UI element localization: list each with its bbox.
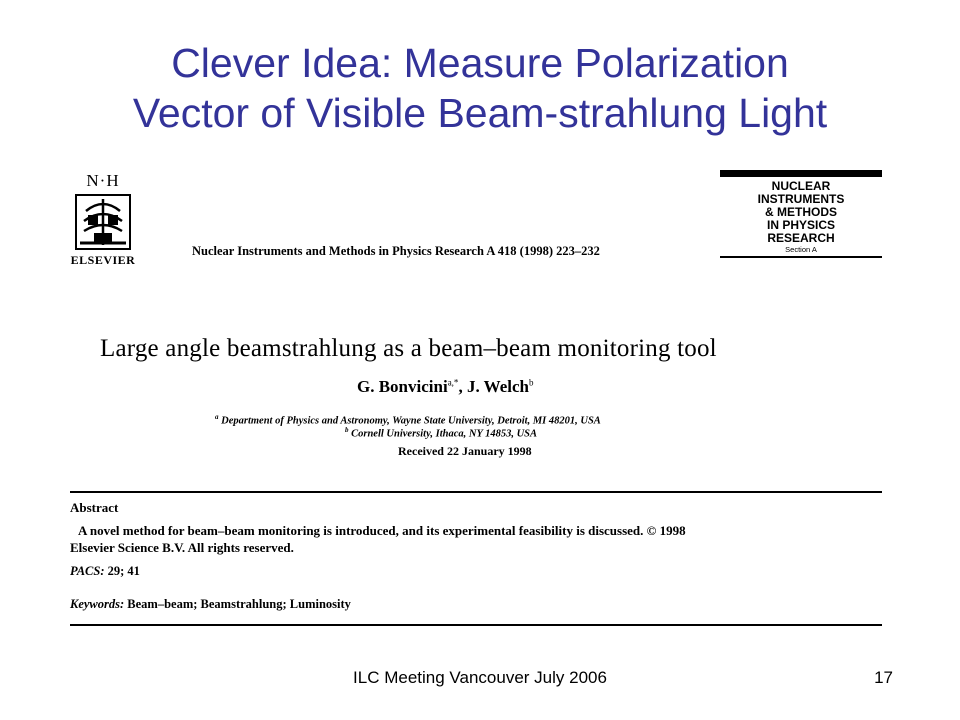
affiliation-mark: a (215, 413, 219, 421)
abstract-top-rule (70, 491, 882, 493)
pacs-value: 29; 41 (107, 564, 140, 578)
keywords-line (70, 597, 351, 612)
slide-title-line-1: Clever Idea: Measure Polarization (171, 40, 789, 86)
author-name: G. Bonvicini (357, 377, 448, 396)
affiliation-text: Department of Physics and Astronomy, Wayne State University, Detroit, MI 48201, USA (221, 415, 601, 427)
abstract-text (70, 522, 882, 556)
abstract-line: Elsevier Science B.V. All rights reserved. (70, 540, 294, 555)
article-title: Large angle beamstrahlung as a beam–beam monitoring tool (100, 335, 717, 362)
affiliation-line (345, 426, 537, 440)
received-date: Received 22 January 1998 (398, 444, 532, 458)
journal-citation: Nuclear Instruments and Methods in Physics Research A 418 (1998) 223–232 (192, 244, 600, 258)
author-name: J. Welch (466, 377, 529, 396)
abstract-bottom-rule (70, 624, 882, 626)
author-affiliation-mark: a,* (447, 377, 459, 388)
journal-name-line: RESEARCH (767, 231, 835, 245)
journal-section: Section A (785, 245, 817, 254)
journal-name-line: INSTRUMENTS (757, 192, 845, 206)
pacs-label: PACS: (70, 564, 105, 578)
journal-name-line: & METHODS (765, 205, 837, 219)
publisher-name: ELSEVIER (70, 253, 136, 267)
elsevier-tree-icon (74, 193, 132, 251)
keywords-label: Keywords: (70, 597, 125, 611)
pacs-line (70, 564, 140, 579)
affiliation-line (215, 413, 601, 427)
article-authors (357, 377, 533, 397)
journal-box (720, 170, 882, 258)
abstract-heading: Abstract (70, 500, 119, 515)
abstract-line: A novel method for beam–beam monitoring is introduced, and its experimental feasibility is discussed. © 1998 (78, 523, 686, 538)
footer-text: ILC Meeting Vancouver July 2006 (353, 668, 607, 687)
author-affiliation-mark: b (528, 377, 534, 388)
slide-title-line-2: Vector of Visible Beam-strahlung Light (132, 90, 828, 136)
keywords-value: Beam–beam; Beamstrahlung; Luminosity (127, 597, 351, 611)
publisher-logo (62, 172, 144, 268)
publisher-mark: N·H (86, 171, 120, 190)
page-number: 17 (874, 668, 893, 687)
affiliation-mark: b (345, 426, 349, 434)
journal-name (720, 177, 882, 245)
journal-name-line: NUCLEAR (771, 179, 831, 193)
affiliation-text: Cornell University, Ithaca, NY 14853, USA (351, 428, 538, 440)
author-separator: , (458, 377, 467, 396)
journal-name-line: IN PHYSICS (766, 218, 835, 232)
slide-footer (0, 668, 960, 692)
